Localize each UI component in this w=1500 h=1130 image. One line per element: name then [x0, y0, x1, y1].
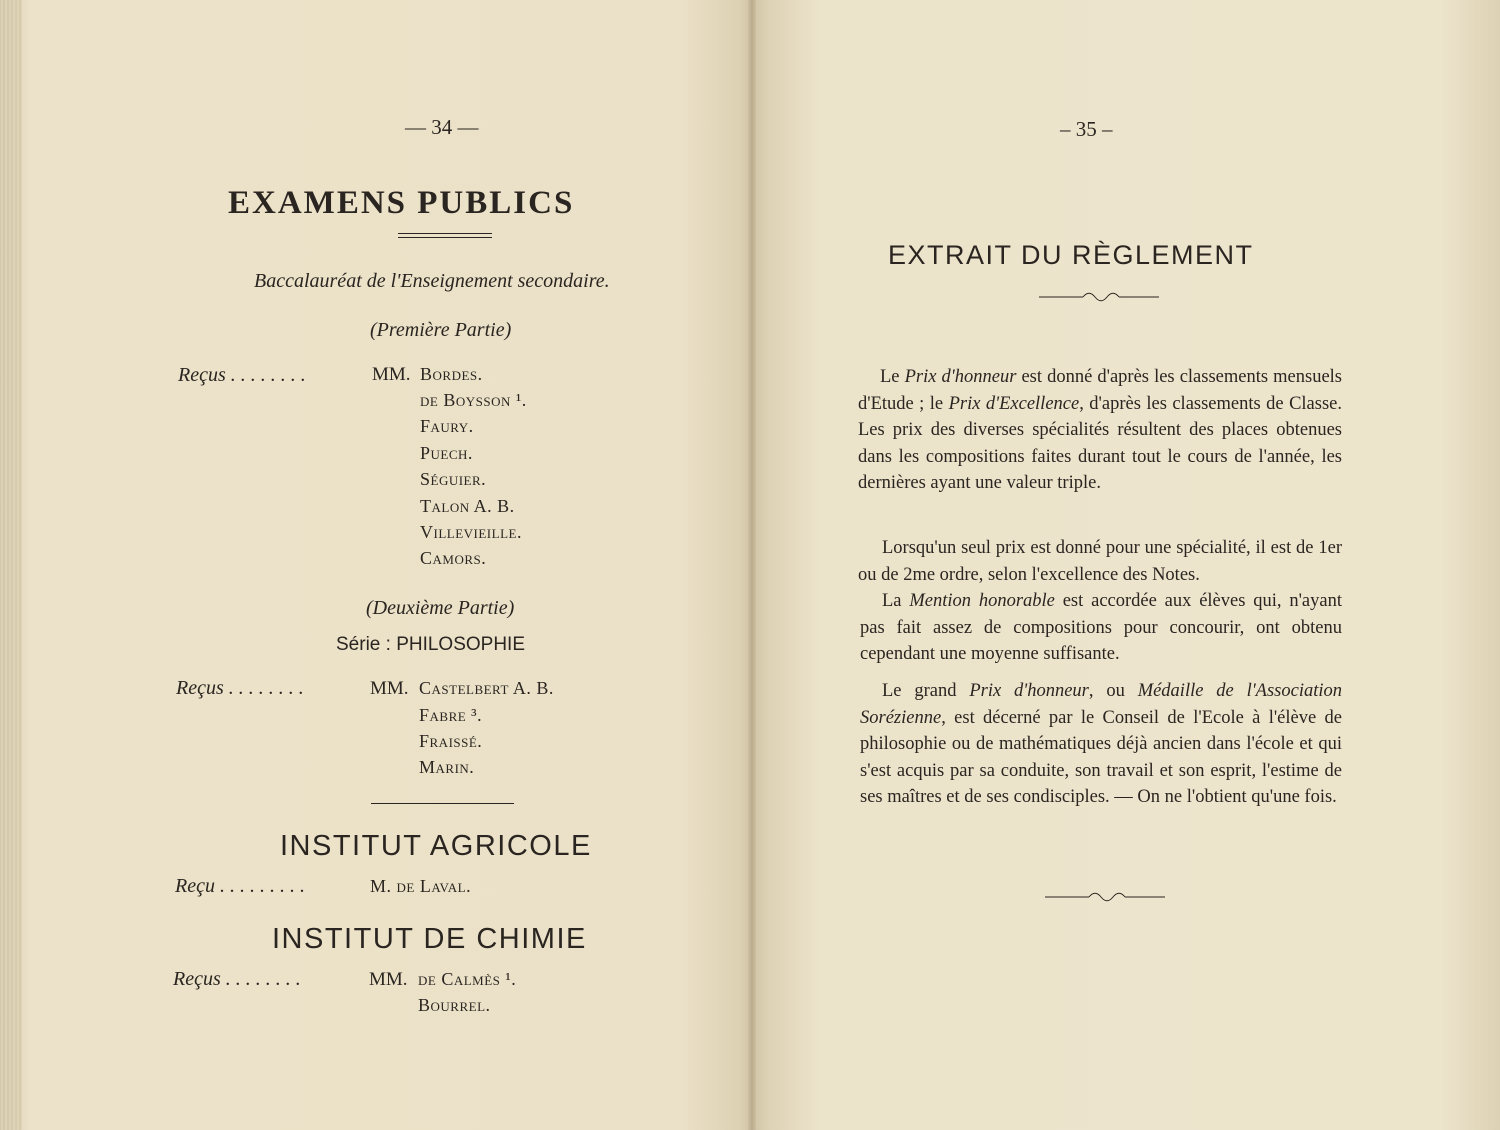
student-name: Bordes.	[420, 364, 483, 384]
student-name: de Calmès ¹.	[418, 969, 517, 989]
part-two-heading: (Deuxième Partie)	[366, 597, 515, 619]
subtitle-baccalaureat: Baccalauréat de l'Enseignement secondaire.	[254, 270, 610, 292]
student-name: Fabre ³.	[419, 705, 483, 725]
recus-prefix-2: MM.	[370, 678, 409, 699]
student-name: Villevieille.	[420, 522, 522, 542]
flourish-icon	[1045, 891, 1165, 903]
student-name: Bourrel.	[418, 995, 491, 1015]
recus-label-3: Reçus . . . . . . . .	[173, 968, 301, 990]
student-name: Faury.	[420, 416, 474, 436]
paragraph-prix-honneur: Le Prix d'honneur est donné d'après les classements mensuels d'Etude ; le Prix d'Excellence, d'après les classements de Classe. Les prix des diverses spécialités résultent des places obtenues dans les compositions faites durant tout le cours de l'année, les dernières ayant une valeur triple.	[858, 367, 1343, 493]
recus-prefix-1: MM.	[372, 364, 411, 385]
student-name: Talon A. B.	[420, 496, 515, 516]
right-page-title: EXTRAIT DU RÈGLEMENT	[888, 240, 1254, 270]
paragraph-mention-honorable: La Mention honorable est accordée aux élèves qui, n'ayant pas fait assez de compositions pour concourir, ont obtenu cependant une moyenne suffisante.	[860, 591, 1342, 664]
flourish-icon	[1039, 291, 1159, 303]
title-underline-2	[398, 237, 492, 238]
student-name: Fraissé.	[419, 731, 483, 751]
page-edges	[0, 0, 22, 1130]
paragraph-grand-prix: Le grand Prix d'honneur, ou Médaille de l'Association Sorézienne, est décerné par le Conseil de l'Ecole à l'élève de philosophie ou de mathématiques déjà ancien dans l'école et qui s'est acquis par sa conduite, son travail et son esprit, l'estime de ses maîtres et de ses condisciples. — On ne l'obtient qu'une fois.	[860, 681, 1343, 807]
paragraph-seul-prix: Lorsqu'un seul prix est donné pour une spécialité, il est de 1er ou de 2me ordre, selon l'excellence des Notes.	[858, 538, 1342, 585]
student-name: Camors.	[420, 548, 487, 568]
recu-label: Reçu . . . . . . . . .	[175, 875, 305, 897]
flourish-ornament	[1039, 291, 1159, 306]
recus-label-1: Reçus . . . . . . . .	[178, 364, 306, 386]
title-underline	[398, 233, 492, 234]
part-one-heading: (Première Partie)	[370, 319, 512, 341]
institut-chimie-heading: INSTITUT DE CHIMIE	[272, 923, 587, 955]
student-name: de Boysson ¹.	[420, 390, 527, 410]
recus-prefix-3: MM.	[369, 969, 408, 990]
student-name: Puech.	[420, 443, 473, 463]
book-gutter	[748, 0, 756, 1130]
student-name: Séguier.	[420, 469, 487, 489]
serie-philosophie: Série : PHILOSOPHIE	[336, 634, 526, 655]
right-page-number: – 35 –	[1060, 117, 1113, 141]
student-name: Castelbert A. B.	[419, 678, 554, 698]
institut-agricole-heading: INSTITUT AGRICOLE	[280, 830, 592, 862]
left-page-number: — 34 —	[405, 115, 479, 139]
student-name: M. de Laval.	[370, 876, 472, 896]
bottom-flourish	[1045, 891, 1165, 906]
section-divider	[371, 803, 514, 804]
student-name: Marin.	[419, 757, 475, 777]
recus-label-2: Reçus . . . . . . . .	[176, 677, 304, 699]
left-page-title: EXAMENS PUBLICS	[228, 185, 575, 221]
